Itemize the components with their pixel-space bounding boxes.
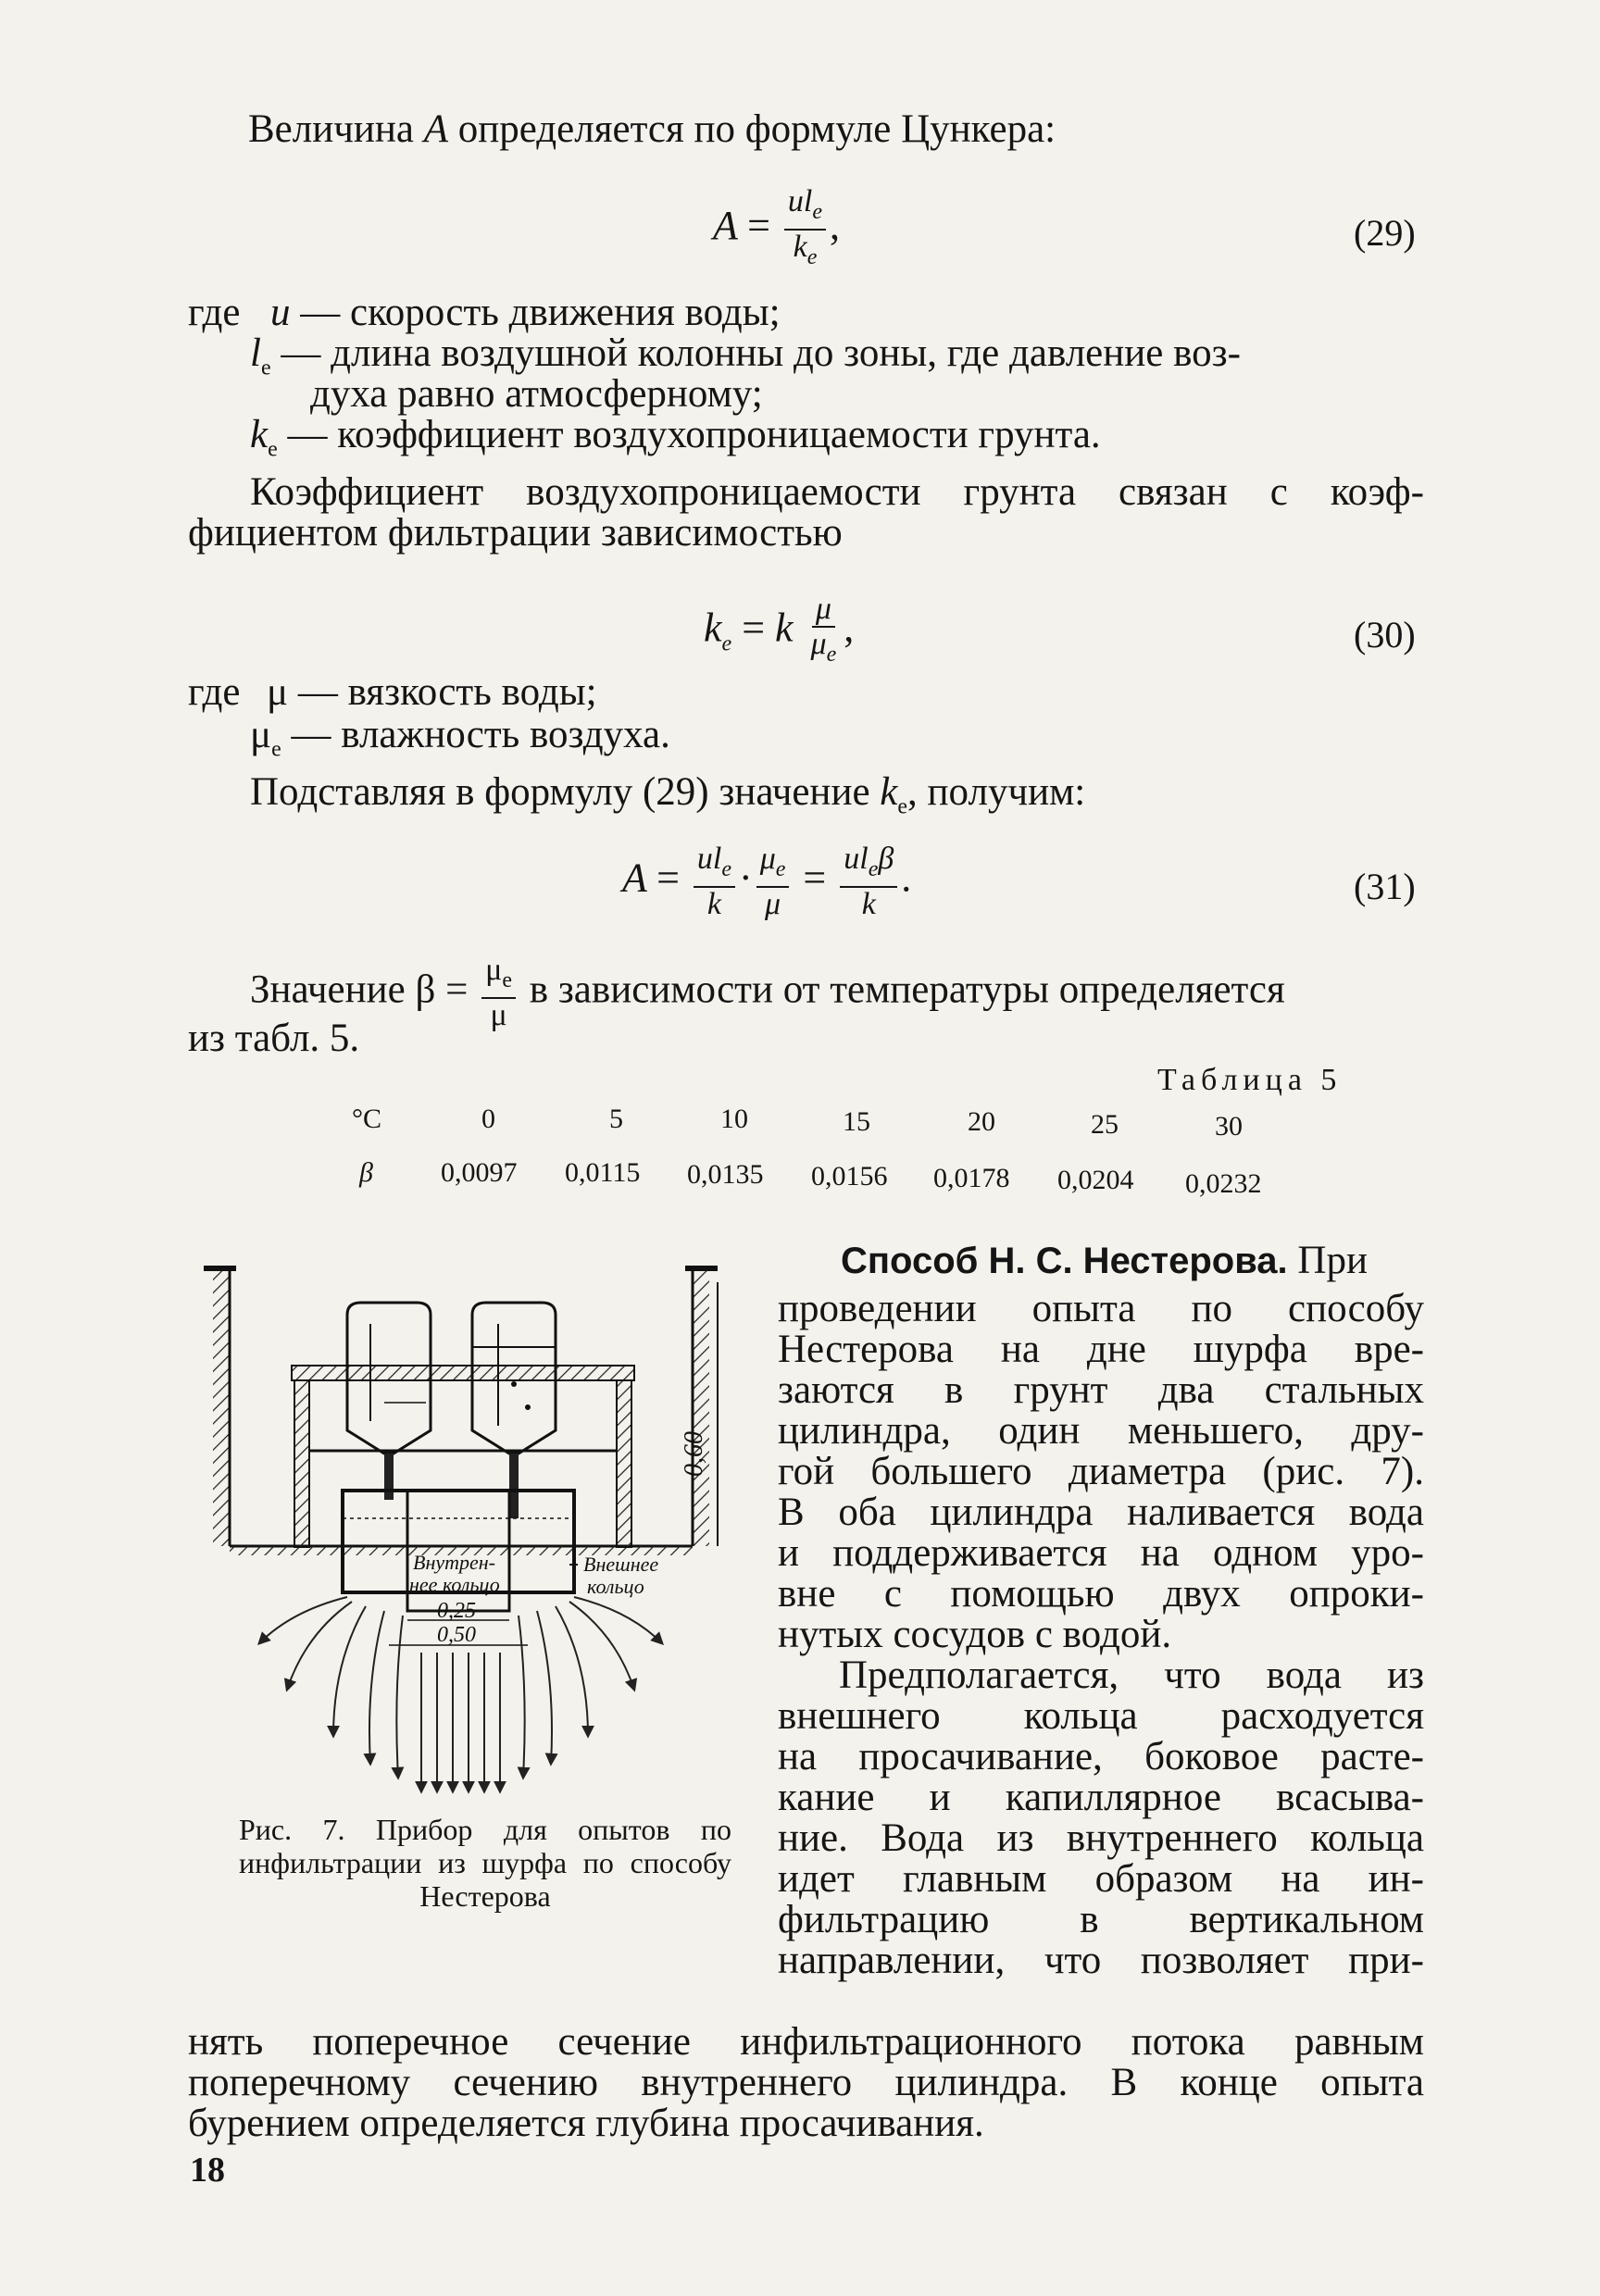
table-cell: 0,0156 xyxy=(811,1161,888,1192)
equation-number-31: (31) xyxy=(1354,866,1416,907)
section-title: Способ Н. С. Нестерова. xyxy=(841,1241,1288,1281)
text-line: направлении, что позволяет при- xyxy=(778,1939,1424,1982)
figure-7-infiltrometer xyxy=(194,1245,731,1801)
table-cell: 30 xyxy=(1215,1111,1243,1142)
paragraph-1-line-1: Коэффициент воздухопроницаемости грунта связан с коэф- xyxy=(250,470,1424,514)
paragraph-3-line-2: из табл. 5. xyxy=(188,1017,360,1060)
definition-le: $l_e$ — длина воздушной колонны до зоны, где давление воз- xyxy=(250,331,1241,381)
dim-inner: 0,25 xyxy=(437,1599,476,1623)
equation-number-30: (30) xyxy=(1354,614,1416,655)
text-line: вне с помощью двух опроки- xyxy=(778,1572,1424,1616)
table-cell: 15 xyxy=(843,1106,870,1137)
table-leg-right xyxy=(617,1380,631,1547)
bottle-left xyxy=(347,1303,431,1500)
text-line: Нестерова на дне шурфа вре- xyxy=(778,1328,1424,1371)
text-line: нутых сосудов с водой. xyxy=(778,1613,1172,1656)
where-label-2: где xyxy=(188,670,241,714)
table-caption: Таблица 5 xyxy=(1157,1063,1343,1097)
text-line: заются в грунт два стальных xyxy=(778,1368,1424,1412)
intro-line: Величина A определяется по формуле Цункера: xyxy=(248,107,1056,151)
pit-wall-right xyxy=(685,1268,718,1546)
table-cell: 0,0115 xyxy=(565,1157,641,1188)
fraction: $\frac{\mu}{\mu_e}$ xyxy=(810,592,837,667)
table-cell: 25 xyxy=(1091,1109,1119,1140)
where-label: где xyxy=(188,291,241,334)
equation-29: A = $\frac{ul_e}{k_e}$ , xyxy=(713,185,840,274)
depth-label: 0,60 xyxy=(680,1431,708,1477)
text-line: внешнего кольца расходуется xyxy=(778,1694,1424,1738)
table-cell: 0,0204 xyxy=(1057,1165,1134,1195)
table-cell: 0 xyxy=(481,1104,495,1134)
section-first-line: Способ Н. С. Нестерова. При xyxy=(841,1239,1368,1282)
table-cell: 0,0135 xyxy=(687,1159,764,1190)
inner-ring-label: Внутрен- xyxy=(413,1551,496,1574)
text-line: нять поперечное сечение инфильтрационного потока равным xyxy=(188,2020,1424,2064)
text-line: цилиндра, один меньшего, дру- xyxy=(778,1409,1424,1453)
definition-mu: μ — вязкость воды; xyxy=(267,670,597,714)
final-paragraph xyxy=(188,2022,1424,2144)
table-cell: 5 xyxy=(609,1104,623,1134)
text-line: фильтрацию в вертикальном xyxy=(778,1898,1424,1941)
support-table xyxy=(292,1366,634,1380)
figure-caption: Рис. 7. Прибор для опытов по инфильтрации из шурфа по способу Нестерова xyxy=(239,1813,731,1913)
table-cell: 0,0097 xyxy=(441,1157,518,1188)
outer-ring-label-2: кольцо xyxy=(587,1575,644,1598)
table-cell: 0,0232 xyxy=(1185,1168,1262,1199)
text-line: поперечному сечению внутреннего цилиндра. В конце опыта xyxy=(188,2061,1424,2104)
inner-ring-label-2: нее кольцо xyxy=(409,1573,500,1596)
text-line: ние. Вода из внутреннего кольца xyxy=(778,1816,1424,1860)
definition-ke: $k_e$ — коэффициент воздухопроницаемости грунта. xyxy=(250,413,1101,462)
text-line: и поддерживается на одном уро- xyxy=(778,1531,1424,1575)
table-leg-left xyxy=(294,1380,309,1547)
right-column-text xyxy=(778,1289,1424,1981)
definition-le-cont: духа равно атмосферному; xyxy=(310,372,763,416)
table-header-label: °С xyxy=(352,1104,382,1134)
text-line: бурением определяется глубина просачивания. xyxy=(188,2102,984,2145)
outer-ring-label: Внешнее xyxy=(583,1553,659,1576)
text-line: на просачивание, боковое расте- xyxy=(778,1735,1424,1778)
paragraph-2: Подставляя в формулу (29) значение $k_e$, получим: xyxy=(250,770,1086,819)
equation-number-29: (29) xyxy=(1354,212,1416,254)
paragraph-3-line-1: Значение β = $\frac{\mu_e}{\mu}$ в зависимости от температуры определяется xyxy=(250,953,1285,1032)
bottle-right xyxy=(472,1303,556,1518)
text-line: идет главным образом на ин- xyxy=(778,1857,1424,1901)
text-line: Предполагается, что вода из xyxy=(839,1653,1424,1697)
table-cell: 20 xyxy=(968,1106,995,1137)
text-line: кание и капиллярное всасыва- xyxy=(778,1776,1424,1819)
dim-outer: 0,50 xyxy=(437,1623,476,1647)
equation-30: $k_e = k$ $\frac{\mu}{\mu_e}$ , xyxy=(704,593,854,671)
definition-mu-e: $\mu_e$ — влажность воздуха. xyxy=(250,713,670,762)
text-line: В оба цилиндра наливается вода xyxy=(778,1491,1424,1534)
fraction: $\frac{ul_e}{k_e}$ xyxy=(784,185,826,274)
definition-u: u — скорость движения воды; xyxy=(270,291,781,334)
table-cell: 10 xyxy=(720,1104,748,1134)
text-line: проведении опыта по способу xyxy=(778,1287,1424,1330)
var-A: A xyxy=(423,107,449,151)
page-number: 18 xyxy=(190,2151,225,2190)
equation-31: A = $\frac{ul_e}{k}$ · $\frac{\mu_e}{\mu}$ = $\frac{ul_e\beta}{k}$ . xyxy=(622,842,912,921)
paragraph-1-line-2: фициентом фильтрации зависимостью xyxy=(188,511,843,555)
pit-wall-left xyxy=(204,1268,236,1546)
text-line: гой большего диаметра (рис. 7). xyxy=(778,1450,1424,1493)
table-row-label: β xyxy=(359,1157,373,1188)
table-cell: 0,0178 xyxy=(933,1163,1010,1193)
